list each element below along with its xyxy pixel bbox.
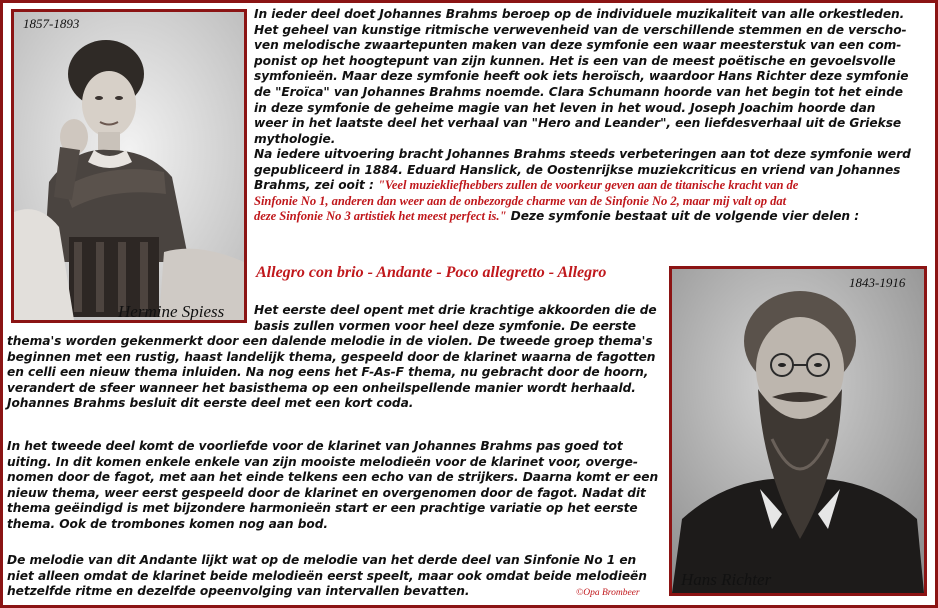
- first-movement-paragraph: [254, 303, 664, 334]
- quote-tail: Deze symfonie bestaat uit de volgende vier delen :: [506, 209, 860, 224]
- hanslick-quote-part-3: deze Sinfonie No 3 artistiek het meest perfect is.": [254, 209, 507, 224]
- publication-paragraph: [254, 147, 928, 225]
- text-line: gepubliceerd in 1884. Eduard Hanslick, de Oostenrijkse muziekcriticus en vriend van Johannes: [254, 162, 901, 177]
- text-line: mythologie.: [254, 131, 336, 146]
- intro-paragraph: [254, 7, 928, 147]
- text-line: thema geëindigd is met bijzondere harmonieën start er een prachtige variatie op het eerste: [7, 501, 638, 516]
- text-line: ponist op het hoogtepunt van zijn kunnen. Het is een van de meest poëtische en gevoelsvolle: [254, 53, 896, 68]
- copyright-notice: ©Opa Brombeer: [576, 588, 640, 598]
- text-line: Na iedere uitvoering bracht Johannes Brahms steeds verbeteringen aan tot deze symfonie werd: [254, 147, 911, 161]
- text-line: thema's worden gekenmerkt door een dalende melodie in de violen. De tweede groep thema's: [7, 334, 653, 348]
- quote-lead-in: Brahms, zei ooit :: [254, 178, 378, 193]
- text-line: nieuw thema, weer eerst gespeeld door de klarinet en overgenomen door de fagot. Nadat dit: [7, 485, 646, 500]
- hans-richter-caption: Hans Richter: [681, 570, 772, 589]
- text-line: symfonieën. Maar deze symfonie heeft ook iets heroïsch, waardoor Hans Richter deze symfonie: [254, 69, 909, 84]
- hanslick-quote-part-1: "Veel muziekliefhebbers zullen de voorkeur geven aan de titanische kracht van de: [377, 178, 799, 193]
- text-line: de "Eroïca" van Johannes Brahms noemde. Clara Schumann hoorde van het begin tot het einde: [254, 84, 904, 99]
- text-line: uiting. In dit komen enkele enkele van zijn mooiste melodieën voor de klarinet voor, overge-: [7, 454, 638, 469]
- portrait-hermine-spiess: [11, 9, 247, 323]
- hermine-spiess-caption: Hermine Spiess: [118, 302, 225, 321]
- second-movement-paragraph: [7, 439, 665, 533]
- text-line: In het tweede deel komt de voorliefde voor de klarinet van Johannes Brahms pas goed tot: [7, 439, 623, 453]
- hermine-spiess-years: 1857-1893: [23, 16, 80, 31]
- text-line: verandert de sfeer wanneer het basisthema op een onheilspellende manier wordt herhaald.: [7, 380, 636, 395]
- hans-richter-photo: [672, 269, 924, 593]
- text-line: nomen door de fagot, met aan het einde telkens een echo van de strijkers. Daarna komt er een: [7, 470, 659, 485]
- text-line: thema. Ook de trombones komen nog aan bod.: [7, 516, 328, 531]
- text-line: niet alleen omdat de klarinet beide melodieën eerst speelt, maar ook omdat beide melodieën: [7, 568, 647, 583]
- text-line: Het eerste deel opent met drie krachtige akkoorden die de: [254, 303, 657, 317]
- text-line: [254, 209, 928, 225]
- movements-heading: Allegro con brio - Andante - Poco allegretto - Allegro: [256, 264, 607, 281]
- text-line: beginnen met een rustig, haast landelijk thema, gespeeld door de klarinet waarna de fagotten: [7, 349, 656, 364]
- andante-note-paragraph: [7, 553, 665, 600]
- text-line: basis zullen vormen voor heel deze symfonie. De eerste: [254, 318, 636, 333]
- portrait-hans-richter: [669, 266, 927, 596]
- hermine-spiess-photo: [14, 12, 244, 320]
- first-movement-paragraph-cont: [7, 334, 665, 412]
- text-line: hetzelfde ritme en dezelfde opeenvolging van intervallen bevatten.: [7, 584, 470, 599]
- text-line: ven melodische zwaartepunten maken van deze symfonie een waar meesterstuk van een com-: [254, 38, 902, 53]
- text-line: weer in het laatste deel het verhaal van "Hero and Leander", een liefdesverhaal uit de Griekse: [254, 116, 902, 131]
- text-line: Johannes Brahms besluit dit eerste deel met een kort coda.: [7, 396, 414, 411]
- text-line: [254, 178, 928, 194]
- text-line: In ieder deel doet Johannes Brahms beroep op de individuele muzikaliteit van alle orkestleden.: [254, 7, 905, 21]
- text-line: De melodie van dit Andante lijkt wat op de melodie van het derde deel van Sinfonie No 1 en: [7, 553, 637, 567]
- hanslick-quote-part-2: Sinfonie No 1, anderen dan weer aan de onbezorgde charme van de Sinfonie No 2, maar mij valt op dat: [254, 193, 787, 208]
- text-line: en celli een nieuw thema inluiden. Na nog eens het F-As-F thema, nu gebracht door de hoorn,: [7, 365, 649, 380]
- text-line: in deze symfonie de geheime magie van het leven in het woud. Joseph Joachim hoorde dan: [254, 100, 876, 115]
- text-line: Het geheel van kunstige ritmische verwevenheid van de verschillende stemmen en de verscho-: [254, 22, 907, 37]
- hans-richter-years: 1843-1916: [849, 275, 906, 290]
